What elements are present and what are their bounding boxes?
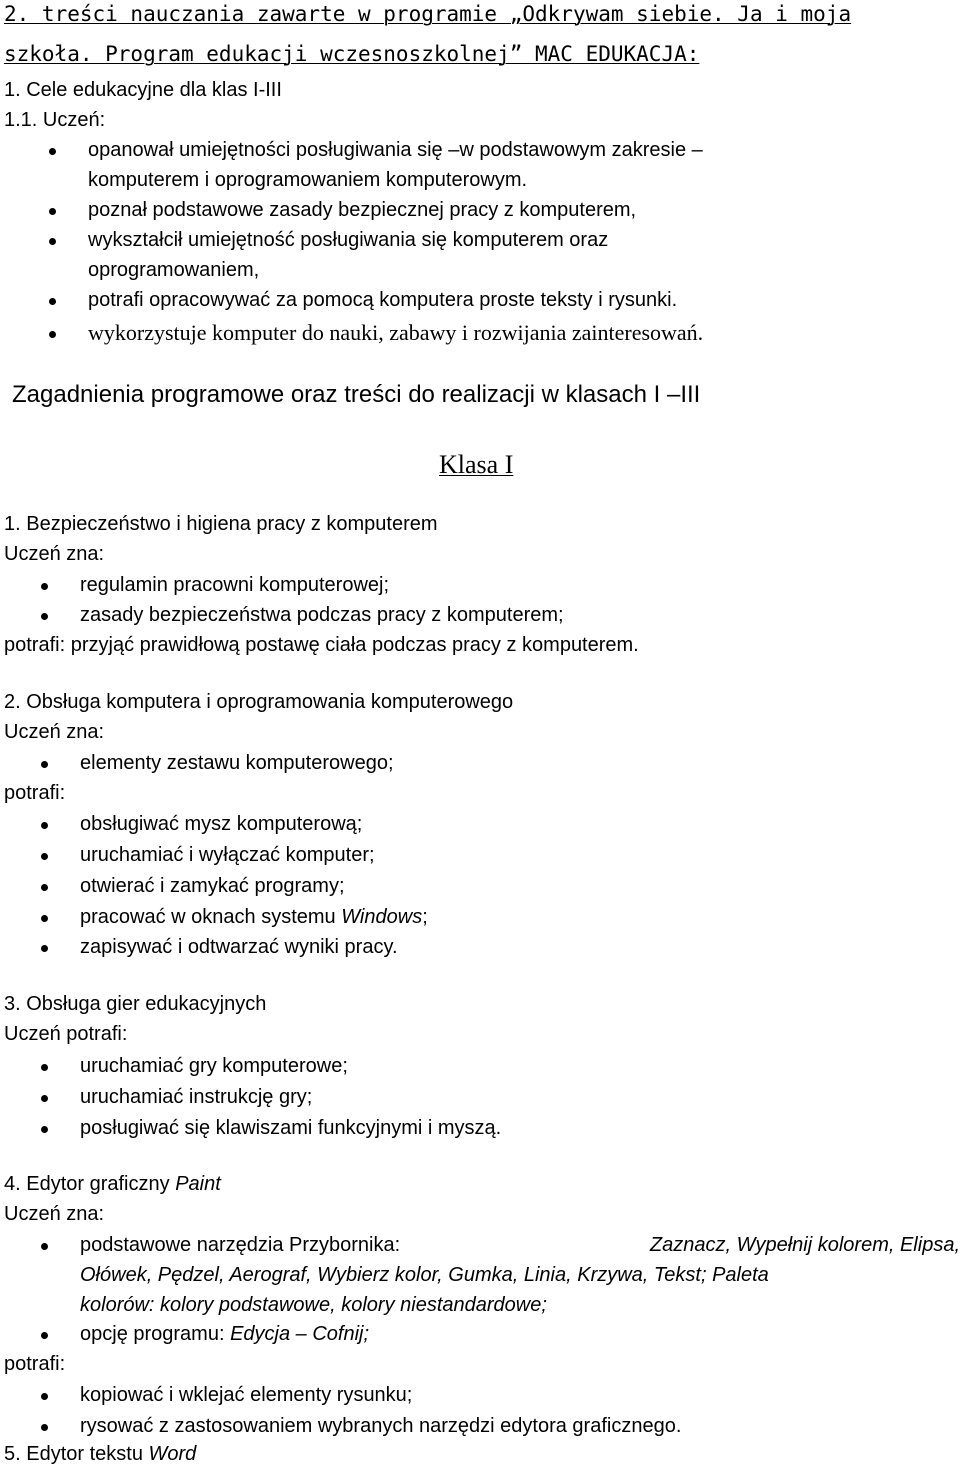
- goals-title: 1. Cele edukacyjne dla klas I-III: [4, 79, 282, 101]
- goal-item-4: potrafi opracowywać za pomocą komputera proste teksty i rysunki.: [88, 289, 678, 311]
- section-4-item-1-line-3-text: kolorów: kolory podstawowe, kolory niestandardowe;: [80, 1294, 547, 1316]
- section-2-title: 2. Obsługa komputera i oprogramowania komputerowego: [4, 691, 514, 713]
- section-2-potrafi-item-2: uruchamiać i wyłączać komputer;: [80, 844, 375, 866]
- section-4-item-1-line-1: [80, 1235, 960, 1255]
- bullet-icon: [49, 148, 56, 155]
- goal-item-3-line-1: wykształcił umiejętność posługiwania się komputerem oraz: [88, 229, 609, 251]
- windows-word: Windows: [341, 906, 423, 928]
- section-5-title: [4, 1444, 196, 1464]
- bullet-icon: [41, 1064, 48, 1071]
- section-4-label: Uczeń zna:: [4, 1203, 105, 1225]
- section-2-potrafi-item-3: otwierać i zamykać programy;: [80, 875, 345, 897]
- bullet-icon: [41, 822, 48, 829]
- section-1-potrafi-label: potrafi:: [4, 634, 66, 656]
- section-1-item-1: regulamin pracowni komputerowej;: [80, 574, 390, 596]
- goal-item-3-line-2: oprogramowaniem,: [88, 259, 260, 281]
- section-3-title: 3. Obsługa gier edukacyjnych: [4, 993, 267, 1015]
- bullet-icon: [49, 208, 56, 215]
- header-line-2: szkoła. Program edukacji wczesnoszkolnej” MAC EDUKACJA:: [4, 42, 700, 66]
- section-4-item-1-line-2-text: Ołówek, Pędzel, Aerograf, Wybierz kolor, Gumka, Linia, Krzywa, Tekst; Paleta: [80, 1264, 769, 1286]
- section-4-title-italic: Paint: [175, 1173, 221, 1195]
- bullet-icon: [41, 1126, 48, 1133]
- bullet-icon: [41, 884, 48, 891]
- goal-item-1-line-2: komputerem i oprogramowaniem komputerowym.: [88, 169, 528, 191]
- bullet-icon: [49, 238, 56, 245]
- section-1-title: 1. Bezpieczeństwo i higiena pracy z komputerem: [4, 513, 438, 535]
- topics-heading: Zagadnienia programowe oraz treści do realizacji w klasach I –III: [12, 381, 701, 408]
- bullet-icon: [41, 1243, 48, 1250]
- section-3-item-2: uruchamiać instrukcję gry;: [80, 1086, 313, 1108]
- bullet-icon: [41, 1393, 48, 1400]
- section-2-potrafi-label: potrafi:: [4, 782, 66, 804]
- section-1-item-2: zasady bezpieczeństwa podczas pracy z komputerem;: [80, 604, 564, 626]
- bullet-icon: [41, 945, 48, 952]
- section-2-potrafi-item-1: obsługiwać mysz komputerową;: [80, 813, 363, 835]
- section-2-potrafi-item-4: [80, 907, 428, 927]
- class-heading: Klasa I: [439, 450, 514, 479]
- windows-prefix: pracować w oknach systemu: [80, 906, 342, 928]
- header-line-1: 2. treści nauczania zawarte w programie „Odkrywam siebie. Ja i moja: [4, 2, 852, 26]
- bullet-icon: [41, 1095, 48, 1102]
- section-3-item-3: posługiwać się klawiszami funkcyjnymi i myszą.: [80, 1117, 502, 1139]
- section-1-label: Uczeń zna:: [4, 543, 105, 565]
- bullet-icon: [41, 915, 48, 922]
- section-3-item-1: uruchamiać gry komputerowe;: [80, 1055, 348, 1077]
- section-4-item-2-prefix: opcję programu:: [80, 1323, 231, 1345]
- section-4-item-2-italic: Edycja – Cofnij;: [230, 1323, 370, 1345]
- bullet-icon: [41, 853, 48, 860]
- bullet-icon: [49, 331, 56, 338]
- section-4-potrafi-item-2: rysować z zastosowaniem wybranych narzędzi edytora graficznego.: [80, 1415, 682, 1437]
- bullet-icon: [41, 613, 48, 620]
- goal-item-5: wykorzystuje komputer do nauki, zabawy i rozwijania zainteresowań.: [88, 320, 704, 345]
- section-4-potrafi-label: potrafi:: [4, 1353, 66, 1375]
- section-5-title-italic: Word: [148, 1443, 197, 1465]
- section-2-zna-item-1: elementy zestawu komputerowego;: [80, 752, 394, 774]
- section-2-potrafi-item-5: zapisywać i odtwarzać wyniki pracy.: [80, 936, 398, 958]
- section-5-title-prefix: 5. Edytor tekstu: [4, 1443, 149, 1465]
- section-4-title: [4, 1174, 221, 1194]
- section-4-item-2: [80, 1324, 369, 1344]
- section-1-potrafi-text: przyjąć prawidłową postawę ciała podczas pracy z komputerem.: [65, 634, 639, 656]
- bullet-icon: [49, 298, 56, 305]
- bullet-icon: [41, 583, 48, 590]
- section-1-potrafi: [4, 635, 639, 655]
- goal-item-1-line-1: opanował umiejętności posługiwania się –w podstawowym zakresie –: [88, 139, 703, 161]
- bullet-icon: [41, 761, 48, 768]
- section-3-label: Uczeń potrafi:: [4, 1023, 128, 1045]
- section-4-item-1-rest: Zaznacz, Wypełnij kolorem, Elipsa,: [649, 1234, 960, 1256]
- section-2-label: Uczeń zna:: [4, 721, 105, 743]
- bullet-icon: [41, 1332, 48, 1339]
- bullet-icon: [41, 1424, 48, 1431]
- section-4-potrafi-item-1: kopiować i wklejać elementy rysunku;: [80, 1384, 413, 1406]
- goals-subtitle: 1.1. Uczeń:: [4, 109, 106, 131]
- windows-suffix: ;: [422, 906, 428, 928]
- section-4-item-1-prefix: podstawowe narzędzia Przybornika:: [80, 1234, 401, 1256]
- section-4-title-prefix: 4. Edytor graficzny: [4, 1173, 176, 1195]
- section-4-item-1-line-2: [80, 1265, 769, 1285]
- section-4-item-1-line-3: [80, 1295, 547, 1315]
- goal-item-2: poznał podstawowe zasady bezpiecznej pracy z komputerem,: [88, 199, 637, 221]
